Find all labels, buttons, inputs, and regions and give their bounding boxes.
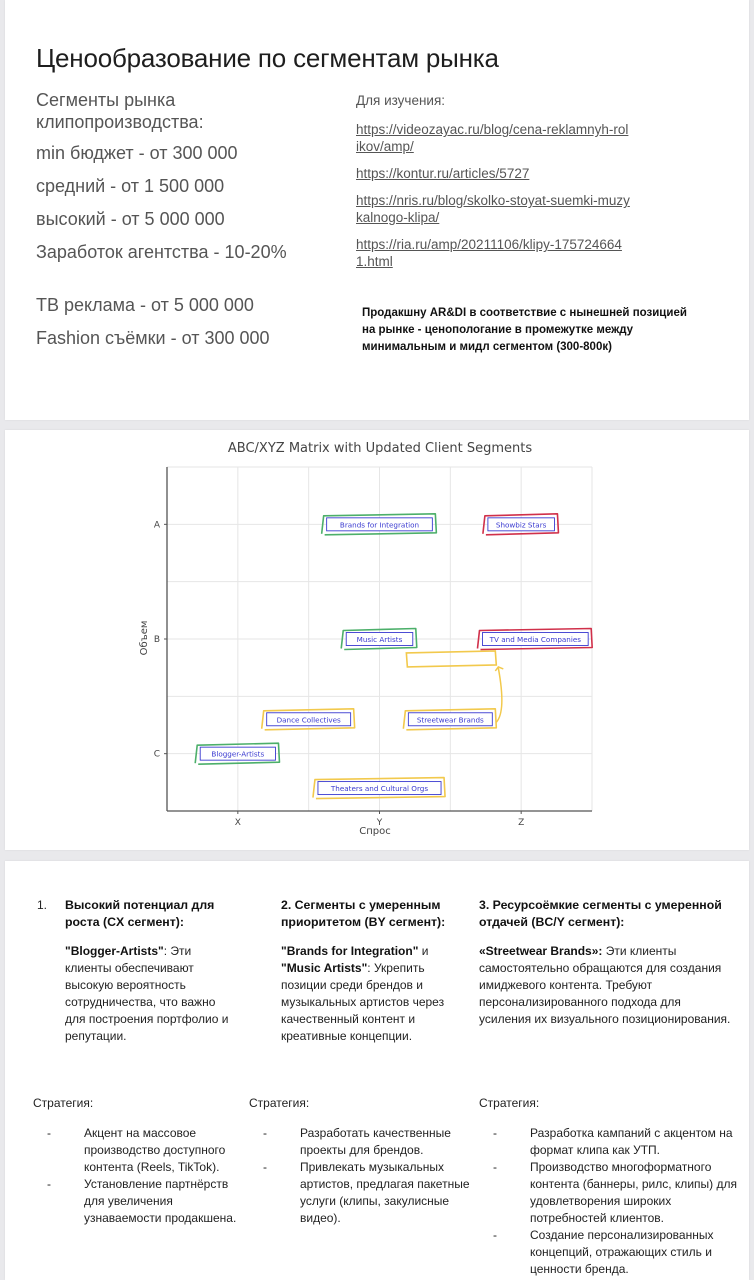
segment-name: "Blogger-Artists": [65, 944, 164, 958]
bullet-text: Производство многоформатного контента (баннеры, рилс, клипы) для удовлетворения широких потребностей клиентов.: [530, 1160, 737, 1225]
y-tick-label: C: [153, 749, 160, 760]
bullet-dash: -: [493, 1228, 497, 1242]
bullet-text: Разработка кампаний с акцентом на формат клипа как УТП.: [530, 1126, 733, 1157]
strategy-item: [263, 1159, 473, 1227]
segment-description: [65, 943, 235, 1045]
point-label: Theaters and Cultural Orgs: [330, 784, 429, 794]
point-label: Brands for Integration: [339, 520, 420, 530]
segment-column-cx: [5, 897, 245, 1225]
chart-points: [195, 514, 592, 799]
bullet-dash: -: [263, 1126, 267, 1140]
segment-name: "Brands for Integration": [281, 944, 419, 958]
study-label: Для изучения:: [356, 93, 446, 108]
point-label: Blogger-Artists: [211, 749, 265, 759]
segment-name: "Music Artists": [281, 961, 368, 975]
bullet-dash: -: [47, 1177, 51, 1191]
description-text: : Укрепить позиции среди брендов и музыкальных артистов через качественный контент и креативные концепции.: [281, 961, 445, 1043]
y-axis-label: Объем: [139, 620, 150, 656]
strategy-list: [263, 1125, 473, 1227]
study-link[interactable]: https://nris.ru/blog/skolko-stoyat-suemki-muzykalnogo-klipa/: [356, 193, 630, 225]
point-label: Streetwear Brands: [416, 715, 484, 725]
study-links: [356, 93, 631, 280]
x-tick-label: Y: [376, 818, 383, 828]
segment-column-bcy: [475, 897, 754, 1276]
segments-heading: Сегменты рынка клипопроизводства:: [36, 90, 204, 132]
strategy-item: [263, 1125, 473, 1159]
segment-description: [479, 943, 734, 1028]
strategy-item: [493, 1227, 738, 1278]
bullet-text: Разработать качественные проекты для брендов.: [300, 1126, 451, 1157]
strategy-item: [47, 1125, 237, 1176]
strategy-item: [47, 1176, 237, 1227]
strategy-label: Стратегия:: [479, 1096, 540, 1110]
description-text: и: [418, 944, 429, 958]
price-line: Заработок агентства - 10-20%: [36, 242, 287, 262]
spacer: [36, 274, 336, 294]
price-line: ТВ реклама - от 5 000 000: [36, 295, 254, 315]
empty-target-box: [406, 651, 496, 667]
strategy-item: [493, 1125, 738, 1159]
segment-description: [281, 943, 471, 1045]
bullet-text: Акцент на массовое производство доступного контента (Reels, TikTok).: [84, 1126, 226, 1174]
strategy-label: Стратегия:: [33, 1096, 94, 1110]
bullet-dash: -: [493, 1160, 497, 1174]
x-tick-label: X: [234, 818, 241, 828]
strategy-label: Стратегия:: [249, 1096, 310, 1110]
slide-abc-xyz-matrix: [5, 430, 749, 850]
segment-name: «Streetwear Brands»:: [479, 944, 603, 958]
chart-annotations: [406, 651, 503, 725]
chart-title: ABC/XYZ Matrix with Updated Client Segments: [227, 441, 533, 456]
bullet-text: Установление партнёрств для увеличения узнаваемости продакшена.: [84, 1177, 237, 1225]
price-line: min бюджет - от 300 000: [36, 143, 238, 163]
segment-heading: 2. Сегменты с умеренным приоритетом (BY сегмент):: [281, 898, 446, 929]
bullet-text: Создание персонализированных концепций, отражающих стиль и ценности бренда.: [530, 1228, 714, 1276]
strategy-list: [493, 1125, 738, 1278]
study-link[interactable]: https://videozayac.ru/blog/cena-reklamnyh-rolikov/amp/: [356, 122, 629, 154]
slide-pricing: [5, 0, 749, 420]
segment-column-by: [243, 897, 473, 1225]
y-tick-label: A: [153, 520, 160, 531]
bullet-dash: -: [47, 1126, 51, 1140]
point-label: Dance Collectives: [276, 715, 341, 725]
study-link[interactable]: https://ria.ru/amp/20211106/klipy-1757246641.html: [356, 237, 622, 269]
study-link[interactable]: https://kontur.ru/articles/5727: [356, 166, 530, 181]
strategy-item: [493, 1159, 738, 1227]
pricing-note: Продакшну AR&DI в соответствие с нынешней позицией на рынке - ценопологание в промежутке между минимальным и мидл сегментом (300-800к): [362, 307, 687, 353]
price-line: Fashion съёмки - от 300 000: [36, 328, 270, 348]
arrow-icon: [495, 667, 503, 722]
description-text: : Эти клиенты обеспечивают высокую вероятность сотрудничества, что важно для построения портфолио и репутации.: [65, 944, 229, 1043]
point-label: Music Artists: [356, 635, 403, 644]
segment-point: [403, 709, 496, 730]
price-segments: [36, 89, 336, 360]
list-number: 1.: [37, 898, 48, 912]
strategy-list: [47, 1125, 237, 1227]
abc-xyz-chart: [5, 430, 749, 850]
x-axis-label: Спрос: [359, 826, 391, 837]
point-label: TV and Media Companies: [489, 635, 582, 644]
description-text: Эти клиенты самостоятельно обращаются для создания имиджевого контента. Требуют персонализированного подхода для усиления их визуального позиционирования.: [479, 944, 731, 1026]
price-line: средний - от 1 500 000: [36, 176, 225, 196]
segment-heading: Высокий потенциал для роста (CX сегмент):: [65, 898, 215, 929]
segment-heading: 3. Ресурсоёмкие сегменты с умеренной отдачей (BC/Y сегмент):: [479, 898, 722, 929]
price-line: высокий - от 5 000 000: [36, 209, 225, 229]
slide-segment-strategy: [5, 861, 749, 1280]
page-title: Ценообразование по сегментам рынка: [36, 43, 499, 73]
bullet-text: Привлекать музыкальных артистов, предлагая пакетные услуги (клипы, закулисные видео).: [300, 1160, 470, 1225]
bullet-dash: -: [263, 1160, 267, 1174]
point-label: Showbiz Stars: [495, 520, 547, 530]
bullet-dash: -: [493, 1126, 497, 1140]
segment-point: [477, 629, 592, 650]
segment-point: [483, 514, 559, 535]
y-tick-label: B: [153, 635, 160, 645]
x-tick-label: Z: [518, 818, 525, 828]
